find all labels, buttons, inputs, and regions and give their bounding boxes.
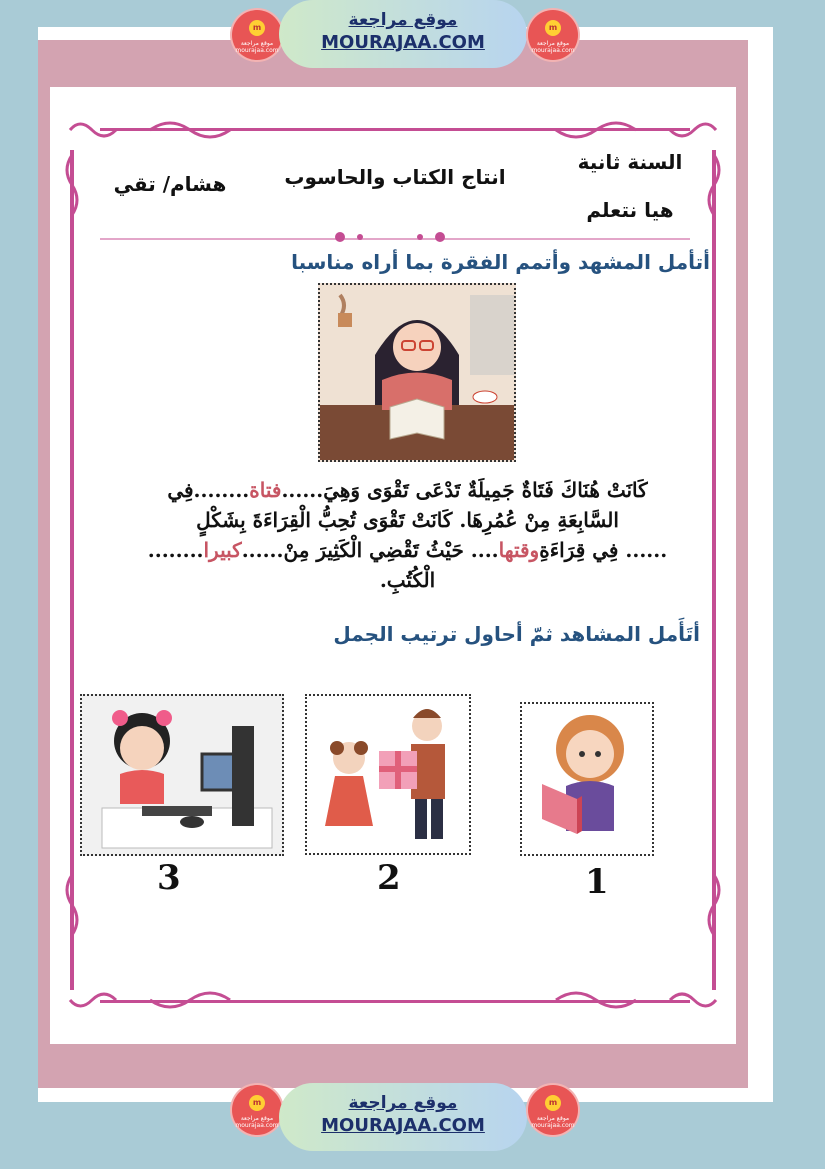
paragraph-line-1: كَانَتْ هُنَاكَ فَتَاةٌ جَمِيلَةٌ تَدْعَى تَقْوَى وَهِيَ......فتاة........فِي	[167, 478, 648, 502]
logo-badge-icon: m	[249, 20, 265, 36]
fill-in-paragraph	[95, 475, 720, 595]
scene-3-girl-computer	[80, 694, 284, 856]
site-logo-left-top[interactable]	[232, 10, 282, 60]
exercise1-instruction: أتأمل المشهد وأتمم الفقرة بما أراه مناسبا	[291, 250, 710, 274]
site-banner-top[interactable]	[279, 0, 527, 68]
girl-reading-illustration	[320, 285, 514, 460]
banner-url-text[interactable]: MOURAJAA.COM	[321, 1115, 485, 1136]
logo-badge-icon: m	[249, 1095, 265, 1111]
banner-url-text[interactable]: MOURAJAA.COM	[321, 32, 485, 53]
lesson-title: انتاج الكتاب والحاسوب	[284, 165, 506, 189]
logo-caption: موقع مراجعة mourajaa.com	[235, 1115, 279, 1129]
scene-number-2: 2	[377, 858, 401, 898]
paragraph-line-3: ...... فِي قِرَاءَةِوقتها.... حَيْثُ تَقْضِي الْكَثِيرَ مِنْ......كبيرا........	[147, 538, 668, 562]
scene-2-illustration	[307, 696, 469, 853]
logo-badge-icon: m	[545, 1095, 561, 1111]
site-logo-left-bottom[interactable]	[232, 1085, 282, 1135]
scene-1-girl-reading	[520, 702, 654, 856]
logo-badge-icon: m	[545, 20, 561, 36]
section-label: هيا نتعلم	[586, 198, 674, 222]
scene-3-illustration	[82, 696, 282, 854]
paragraph-line-2: السَّابِعَةِ مِنْ عُمُرِهَا. كَانَتْ تَقْوَى تُحِبُّ الْقِرَاءَةَ بِشَكْلٍ	[196, 508, 619, 532]
answer-1: فتاة	[249, 478, 282, 502]
exercise2-instruction: أتَأَمل المشاهد ثمّ أحاول ترتيب الجمل	[333, 622, 700, 646]
author-name: هشام/ تقي	[113, 172, 227, 196]
logo-caption: موقع مراجعة mourajaa.com	[531, 1115, 575, 1129]
banner-arabic-text[interactable]: موقع مراجعة	[348, 10, 458, 30]
banner-arabic-text[interactable]: موقع مراجعة	[348, 1093, 458, 1113]
scene-number-3: 3	[157, 858, 181, 898]
site-banner-bottom[interactable]	[279, 1083, 527, 1151]
scene-1-illustration	[522, 704, 652, 854]
site-logo-right-top[interactable]	[528, 10, 578, 60]
grade-label: السنة ثانية	[577, 150, 683, 174]
scene-2-gift-giving	[305, 694, 471, 855]
answer-3: وقتها	[498, 538, 540, 562]
logo-caption: موقع مراجعة mourajaa.com	[235, 40, 279, 54]
girl-reading-image	[318, 283, 516, 462]
site-logo-right-bottom[interactable]	[528, 1085, 578, 1135]
logo-caption: موقع مراجعة mourajaa.com	[531, 40, 575, 54]
answer-2: كبيرا	[203, 538, 242, 562]
scene-number-1: 1	[585, 862, 609, 902]
paragraph-line-4: الْكُتُبِ.	[379, 568, 436, 592]
